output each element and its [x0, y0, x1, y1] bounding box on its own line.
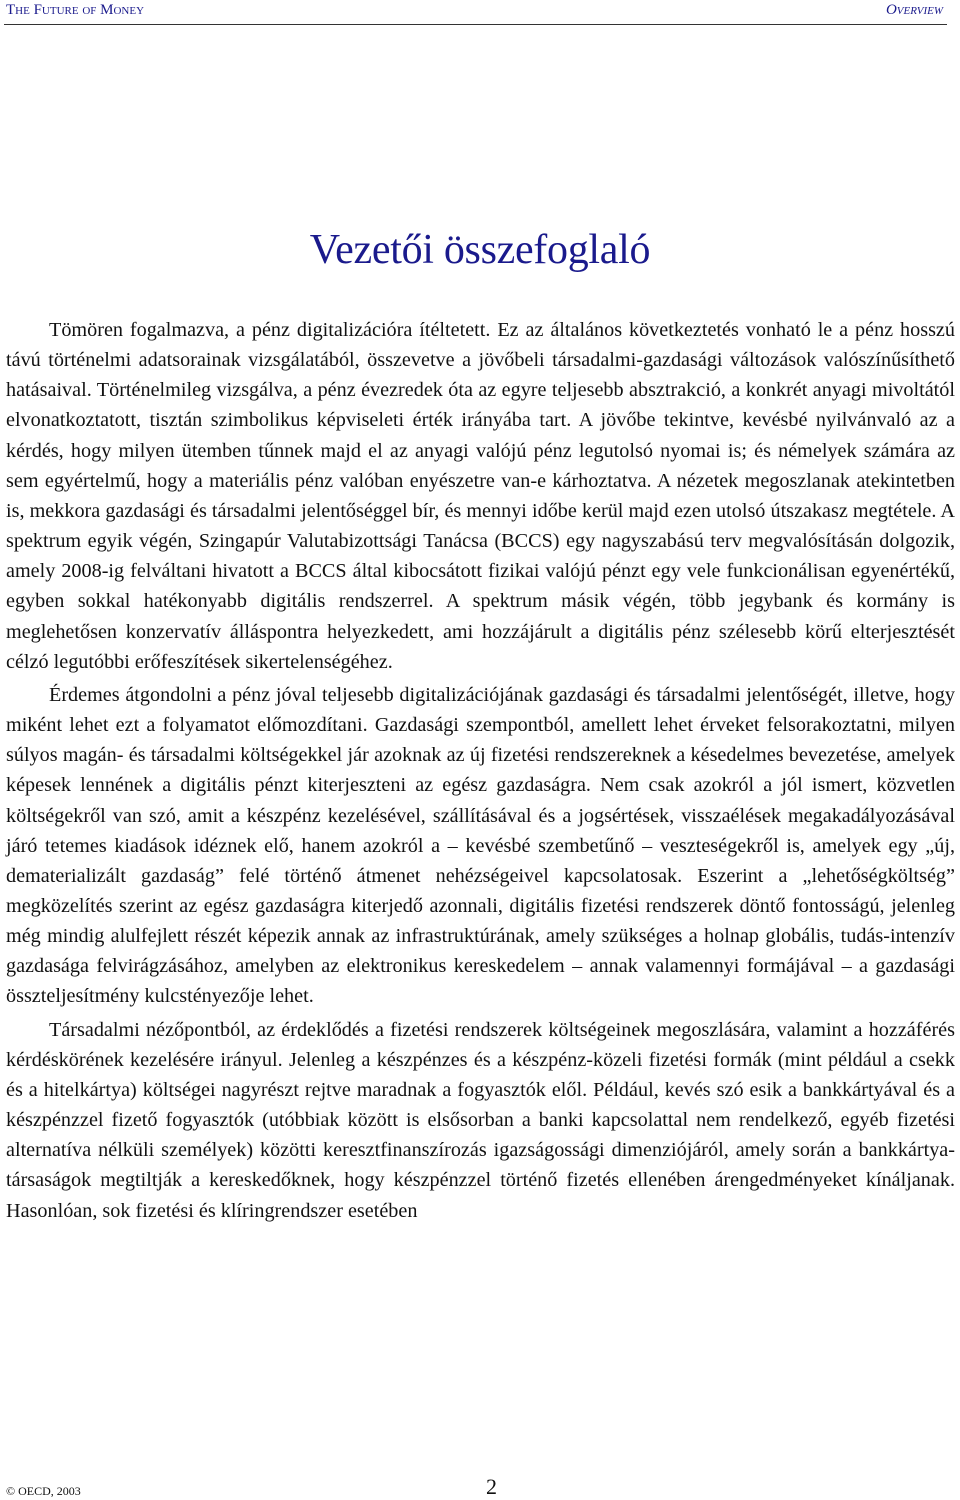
header-section-name: Overview	[885, 2, 943, 18]
body-text	[6, 315, 955, 1229]
paragraph-2: Érdemes átgondolni a pénz jóval teljesebb digitalizációjának gazdasági és társadalmi jelentőségét, illetve, hogy miként lehet ezt a folyamatot előmozdítani. Gazdasági szempontból, amellett lehet érveket felsorakoztatni, milyen súlyos magán- és társadalmi költségekkel jár azoknak az új fizetési rendszereknek a késedelmes bevezetése, amelyek képesek lennének a digitális pénzt kiterjeszteni az egész gazdaságra. Nem csak azokról a jól ismert, közvetlen költségekről van szó, amit a készpénz kezelésével, szállításával és a jogsértések, visszaélések megakadályozásával járó tetemes kiadások idéznek elő, hanem azokról a – kevésbé szembetűnő – veszteségekről is, amelyek egy „új, dematerializált gazdaság” felé történő átmenet nehézségeivel kapcsolatosak. Eszerint a „lehetőségköltség” megközelítés szerint az egész gazdaságra kiterjedő azonnali, digitális fizetési rendszerek döntő fontosságú, jelenleg még mindig alulfejlett részét képezik annak az infrastruktúrának, amely szükséges a holnap globális, tudás-intenzív gazdasága felvirágzásához, amelyben az elektronikus kereskedelem – annak valamennyi formájával – a gazdasági összteljesítmény kulcstényezője lehet.	[6, 683, 955, 1008]
paragraph-1: Tömören fogalmazva, a pénz digitalizációra ítéltetett. Ez az általános következtetés vonható le a pénz hosszú távú történelmi adatsorainak vizsgálatából, összevetve a jövőbeli társadalmi-gazdasági változások valószínűsíthető hatásaival. Történelmileg vizsgálva, a pénz évezredek óta az egyre teljesebb absztrakció, a konkrét anyagi mivoltától elvonatkoztatott, tisztán szimbolikus képviseleti érték irányába tart. A jövőbe tekintve, kevésbé nyilvánvaló az a kérdés, hogy milyen ütemben tűnnek majd el az anyagi valójú pénz legutolsó nyomai is; és némelyek számára az sem egyértelmű, hogy a materiális pénz valóban enyészetre van-e kárhoztatva. A nézetek megoszlanak atekintetben is, mekkora gazdasági és társadalmi jelentőséggel bír, és mennyi időbe kerül majd ezen utolsó útszakasz megtétele. A spektrum egyik végén, Szingapúr Valutabizottsági Tanácsa (BCCS) egy nagyszabású terv megvalósításán dolgozik, amely 2008-ig felváltani hivatott a BCCS által kibocsátott fizikai valójú pénzt egy vele funkcionálisan egyenértékű, egyben sokkal hatékonyabb digitális rendszerrel. A spektrum másik végén, több jegybank és kormány is meglehetősen konzervatív álláspontra helyezkedett, ami hozzájárult a digitális pénz szélesebb körű elterjesztését célzó legutóbbi erőfeszítések sikertelenségéhez.	[6, 319, 955, 673]
page-footer	[0, 1474, 960, 1500]
page-number: 2	[486, 1474, 497, 1499]
header-document-title: The Future of Money	[6, 2, 145, 18]
header-divider	[4, 24, 947, 25]
paragraph-3: Társadalmi nézőpontból, az érdeklődés a fizetési rendszerek költségeinek megoszlására, valamint a hozzáférés kérdéskörének kezelésére irányul. Jelenleg a készpénzes és a készpénz-közeli fizetési formák (mint például a csekk és a hitelkártya) költségei nagyrészt rejtve maradnak a fogyasztók elől. Például, kevés szó esik a bankkártyával és a készpénzzel fizető fogyasztók (utóbbiak között is elsősorban a banki kapcsolattal nem rendelkező, egyéb fizetési alternatíva nélküli személyek) közötti keresztfinanszírozás igazságossági dimenziójáról, amely során a bankkártya-társaságok megtiltják a kereskedőknek, hogy készpénzzel történő fizetés ellenében árengedményeket kínáljanak. Hasonlóan, sok fizetési és klíringrendszer esetében	[6, 1018, 955, 1222]
copyright-notice: © OECD, 2003	[6, 1484, 81, 1498]
page-title: Vezetői összefoglaló	[309, 227, 651, 273]
